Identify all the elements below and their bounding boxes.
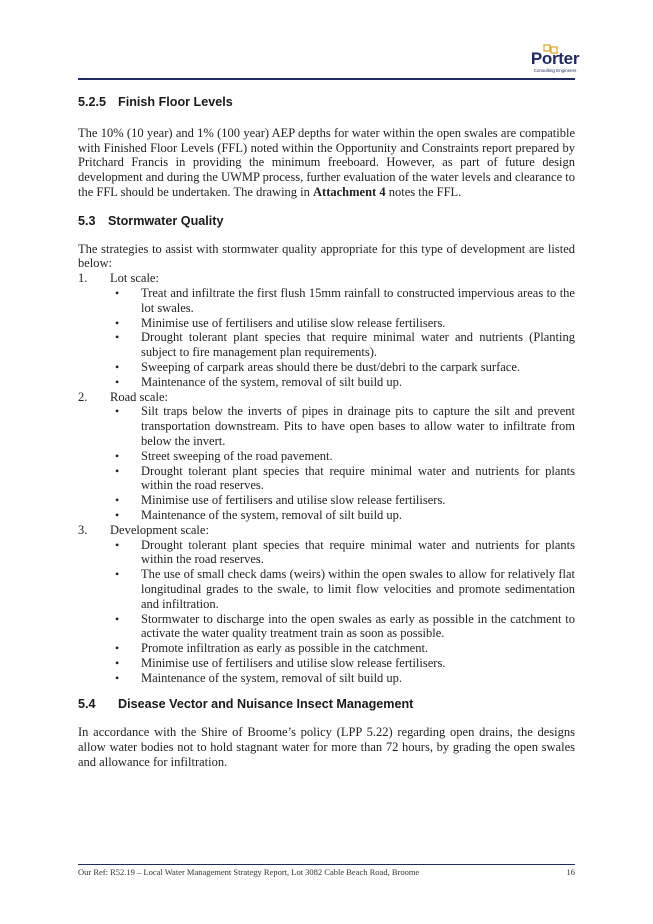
list-item-text: Minimise use of fertilisers and utilise slow release fertilisers. (141, 655, 446, 670)
list-item (78, 493, 575, 508)
list-item (78, 656, 575, 671)
list-item-text: Sweeping of carpark areas should there be dust/debri to the carpark surface. (141, 359, 521, 374)
heading-number: 5.4 (78, 697, 96, 712)
bullet-icon: • (115, 567, 120, 582)
bullet-icon: • (115, 537, 120, 552)
list-item-text: Drought tolerant plant species that require minimal water and nutrients (Planting subject to fire management plan requirements). (141, 330, 575, 360)
bullet-icon: • (115, 404, 120, 419)
scale-group-number: 1. (78, 271, 88, 286)
list-item (78, 286, 575, 316)
list-item-text: Silt traps below the inverts of pipes in drainage pits to capture the silt and prevent transportation downstream. Pits to have open bases to allow water to infiltrate from below the invert. (141, 404, 575, 448)
list-item-text: Maintenance of the system, removal of silt build up. (141, 507, 403, 522)
paragraph-text: The 10% (10 year) and 1% (100 year) AEP depths for water within the open swales are compatible with Finished Floor Levels (FFL) noted within the Opportunity and Constraints report prepared by Pritchard Francis in providing the minimum freeboard. However, as part of future design development and during the UWMP process, further evaluation of the water levels and clearance to the FFL should be undertaken. The drawing in (78, 125, 575, 199)
attachment-reference: Attachment 4 (313, 184, 386, 199)
list-item (78, 641, 575, 656)
list-item (78, 612, 575, 642)
list-item (78, 508, 575, 523)
logo-tagline: Consulting Engineers (533, 68, 577, 73)
paragraph-finish-floor-levels (78, 126, 575, 200)
scale-group-title (78, 523, 575, 538)
scale-group-development (78, 523, 575, 686)
list-item (78, 464, 575, 494)
bullet-icon: • (115, 670, 120, 685)
page-footer (78, 867, 575, 878)
bullet-icon: • (115, 315, 120, 330)
bullet-list (78, 538, 575, 686)
list-item (78, 375, 575, 390)
scale-group-lot (78, 271, 575, 389)
list-item-text: Maintenance of the system, removal of silt build up. (141, 374, 403, 389)
bullet-icon: • (115, 285, 120, 300)
bullet-list (78, 404, 575, 522)
bullet-icon: • (115, 374, 120, 389)
header-divider (78, 78, 575, 80)
scale-group-label: Lot scale: (110, 271, 159, 286)
list-item-text: Drought tolerant plant species that require minimal water and nutrients for plants within the road reserves. (141, 463, 575, 493)
scale-group-label: Road scale: (110, 389, 168, 404)
list-item (78, 449, 575, 464)
bullet-icon: • (115, 448, 120, 463)
list-item (78, 330, 575, 360)
list-item (78, 360, 575, 375)
list-item-text: Drought tolerant plant species that require minimal water and nutrients for plants within the road reserves. (141, 537, 575, 567)
list-item-text: Stormwater to discharge into the open swales as early as possible in the catchment to activate the water quality treatment train as soon as possible. (141, 611, 575, 641)
bullet-list (78, 286, 575, 390)
footer-divider (78, 864, 575, 865)
bullet-icon: • (115, 655, 120, 670)
heading-disease-vector (78, 697, 575, 712)
scale-group-title (78, 390, 575, 405)
list-item (78, 404, 575, 448)
bullet-icon: • (115, 641, 120, 656)
heading-stormwater-quality (78, 214, 575, 229)
scale-group-label: Development scale: (110, 522, 209, 537)
list-item-text: Street sweeping of the road pavement. (141, 448, 333, 463)
logo-wordmark: Porter (530, 49, 580, 68)
heading-title: Stormwater Quality (108, 213, 224, 228)
heading-title: Finish Floor Levels (118, 95, 233, 109)
bullet-icon: • (115, 493, 120, 508)
paragraph-disease-vector: In accordance with the Shire of Broome’s policy (LPP 5.22) regarding open drains, the designs allow water bodies not to hold stagnant water for more than 72 hours, by grading the open swales and allowance for infiltration. (78, 725, 575, 769)
list-item-text: Treat and infiltrate the first flush 15mm rainfall to constructed impervious areas to the lot swales. (141, 285, 575, 315)
heading-title: Disease Vector and Nuisance Insect Management (118, 697, 414, 712)
heading-finish-floor-levels (78, 95, 575, 110)
paragraph-stormwater-intro: The strategies to assist with stormwater quality appropriate for this type of development are listed below: (78, 241, 575, 271)
scale-group-road (78, 390, 575, 523)
bullet-icon: • (115, 359, 120, 374)
bullet-icon: • (115, 463, 120, 478)
heading-number: 5.2.5 (78, 95, 107, 109)
list-item (78, 671, 575, 686)
bullet-icon: • (115, 611, 120, 626)
scale-group-title (78, 271, 575, 286)
page-content (78, 88, 575, 770)
porter-logo (530, 44, 580, 76)
list-item (78, 316, 575, 331)
list-item-text: The use of small check dams (weirs) within the open swales to allow for relatively flat longitudinal grades to the swale, to limit flow velocities and promote sedimentation and infiltration. (141, 567, 575, 611)
list-item (78, 567, 575, 611)
footer-reference: Our Ref: R52.19 – Local Water Management Strategy Report, Lot 3082 Cable Beach Road, Broome (78, 867, 420, 877)
scale-group-number: 2. (78, 389, 88, 404)
list-item (78, 538, 575, 568)
bullet-icon: • (115, 507, 120, 522)
list-item-text: Minimise use of fertilisers and utilise slow release fertilisers. (141, 315, 446, 330)
scale-group-number: 3. (78, 522, 88, 537)
list-item-text: Minimise use of fertilisers and utilise slow release fertilisers. (141, 493, 446, 508)
heading-number: 5.3 (78, 213, 96, 228)
paragraph-text-end: notes the FFL. (385, 184, 462, 199)
list-item-text: Maintenance of the system, removal of silt build up. (141, 670, 403, 685)
page-number: 16 (566, 867, 575, 877)
list-item-text: Promote infiltration as early as possible in the catchment. (141, 641, 429, 656)
bullet-icon: • (115, 330, 120, 345)
